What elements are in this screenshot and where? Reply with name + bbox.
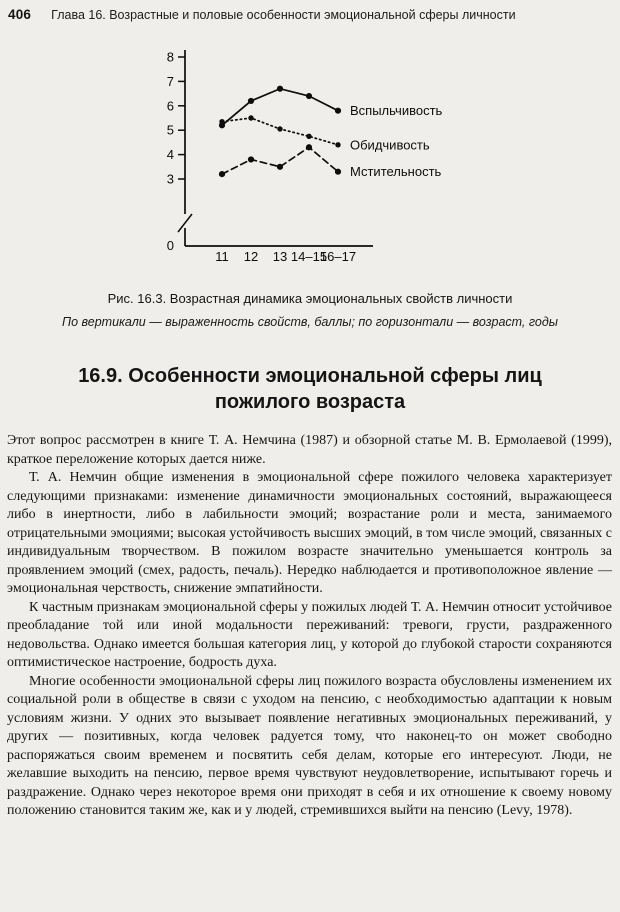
body-paragraph: Т. А. Немчин общие изменения в эмоциональной сфере пожилого человека характеризует следующими признаками: изменение динамичности эмоциональных состояний, выражающееся либо в инертности, либо в лабильности эмоций; возрастание роли и места, занимаемого отрицательными эмоциями; высокая устойчивость высших эмоций, в том числе эмоций, связанных с индивидуальным творчеством. В пожилом возрасте значительно уменьшается контроль за проявлением эмоций (смех, радость, печаль). Нередко наблюдается и противоположное явление — эмоциональная черствость, снижение эмпатийности.: [7, 470, 612, 596]
body-paragraph: К частным признакам эмоциональной сферы у пожилых людей Т. А. Немчин относит устойчивое преобладание той или иной модальности переживаний: тревоги, грусти, раздраженного недовольства. Однако имеется большая категория лиц, у которой до глубокой старости сохраняются оптимистическое настроение, бодрость духа.: [7, 599, 612, 670]
data-point: [277, 164, 283, 170]
y-tick-label: 6: [166, 98, 174, 114]
origin-label: 0: [166, 238, 174, 253]
figure: [0, 24, 620, 329]
running-header: [0, 0, 620, 22]
body-text: [7, 432, 612, 821]
y-tick-label: 7: [166, 73, 174, 89]
data-point: [219, 171, 225, 177]
data-point: [248, 156, 254, 162]
y-tick-label: 3: [166, 171, 174, 187]
y-tick-label: 4: [166, 147, 174, 163]
data-point: [277, 126, 282, 131]
data-point: [248, 98, 254, 104]
figure-chart: [155, 24, 485, 272]
y-tick-label: 5: [166, 122, 174, 138]
data-point: [306, 144, 312, 150]
figure-caption: Рис. 16.3. Возрастная динамика эмоциональных свойств личности: [107, 291, 513, 306]
running-title: Глава 16. Возрастные и половые особенности эмоциональной сферы личности: [51, 8, 516, 22]
data-point: [306, 134, 311, 139]
body-paragraph: Этот вопрос рассмотрен в книге Т. А. Немчина (1987) и обзорной статье М. В. Ермолаевой (1999), краткое переложение которых дается ниже.: [7, 433, 612, 467]
page-number: 406: [8, 7, 32, 22]
y-tick-label: 8: [166, 49, 174, 65]
section-heading: 16.9. Особенности эмоциональной сферы лиц пожилого возраста: [78, 365, 542, 413]
x-tick-label: 13: [272, 249, 288, 264]
data-point: [277, 86, 283, 92]
data-point: [306, 93, 312, 99]
data-point: [219, 119, 224, 124]
series-label: Обидчивость: [350, 137, 430, 153]
data-point: [248, 115, 253, 120]
series-label: Вспыльчивость: [350, 103, 443, 119]
body-paragraph: Многие особенности эмоциональной сферы лиц пожилого возраста обусловлены изменением их социальной роли в обществе в связи с уходом на пенсию, с необходимостью адаптации к новым условиям жизни. У одних это вызывает появление негативных эмоциональных переживаний, у других — позитивных, когда человек радуется тому, что наконец-то он может свободно распоряжаться своим временем и посвятить себя делам, которые его интересуют. Люди, не желавшие выходить на пенсию, первое время чувствуют неудовлетворение, испытывают горечь и раздражение. Однако через некоторое время они приходят в себя и их отношение к своему новому положению становится таким же, как и у людей, стремившихся выйти на пенсию (Levy, 1978).: [7, 673, 612, 818]
data-point: [335, 108, 341, 114]
x-tick-label: 16–17: [319, 249, 357, 264]
x-tick-label: 14–15: [290, 249, 328, 264]
data-point: [335, 169, 341, 175]
series-label: Мстительность: [350, 164, 442, 180]
x-tick-label: 11: [215, 249, 229, 264]
series-line-solid: [222, 89, 338, 126]
data-point: [335, 142, 340, 147]
x-tick-label: 12: [243, 249, 259, 264]
series-line-dashed: [222, 147, 338, 174]
figure-chart-container: [155, 24, 620, 277]
figure-subcaption: По вертикали — выраженность свойств, баллы; по горизонтали — возраст, годы: [62, 315, 558, 329]
